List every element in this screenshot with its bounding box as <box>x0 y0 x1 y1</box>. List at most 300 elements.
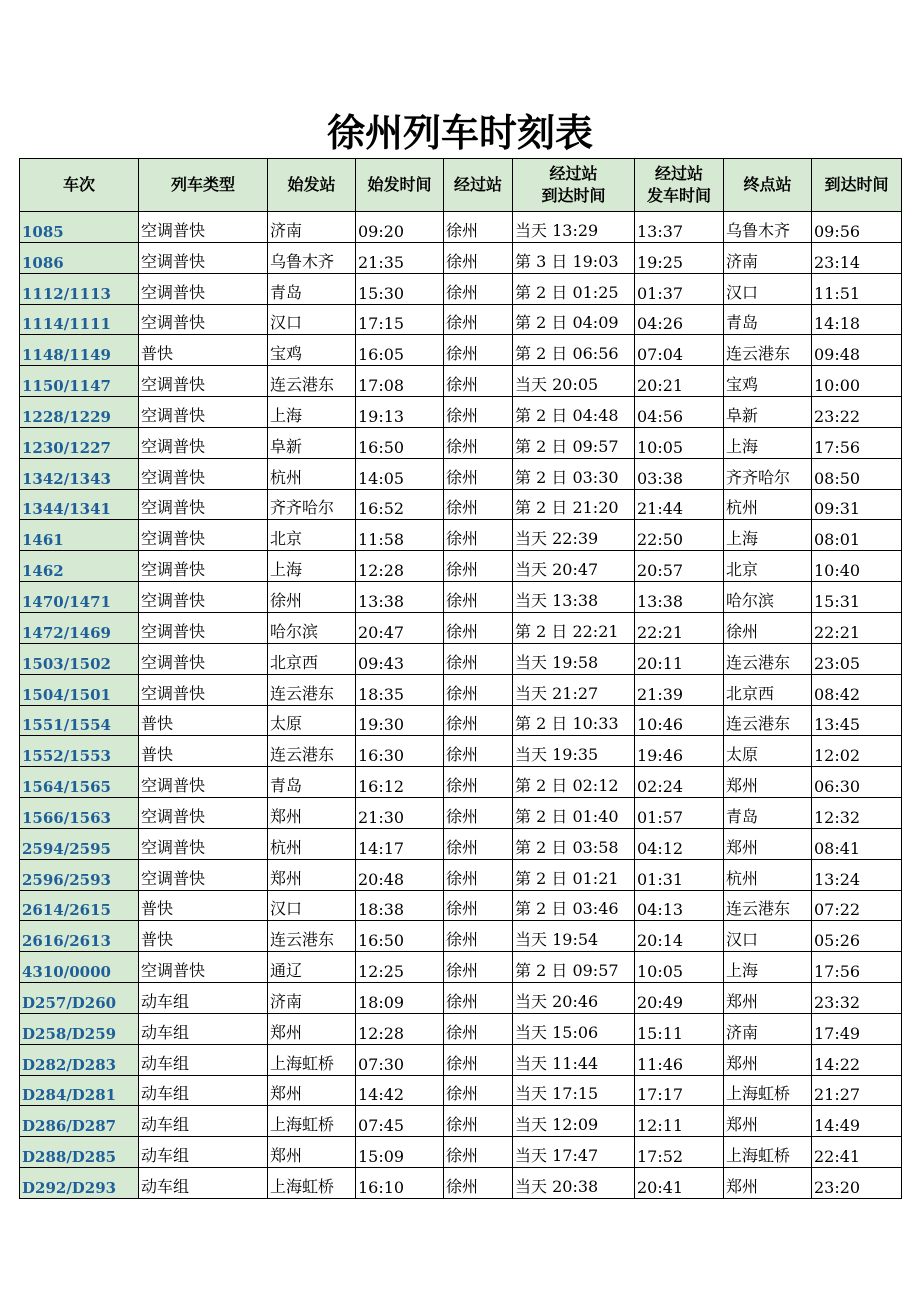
cell-origin: 郑州 <box>268 1137 356 1168</box>
cell-origin: 连云港东 <box>268 674 356 705</box>
table-row <box>20 212 902 243</box>
cell-train-no: 1112/1113 <box>20 273 139 304</box>
cell-train-type: 空调普快 <box>139 427 268 458</box>
train-timetable <box>19 158 902 1199</box>
cell-terminal: 宝鸡 <box>724 366 812 397</box>
cell-origin: 通辽 <box>268 952 356 983</box>
cell-arrive-time: 08:42 <box>812 674 902 705</box>
cell-via-arrive: 第 2 日 09:57 <box>513 427 635 458</box>
cell-origin: 郑州 <box>268 798 356 829</box>
cell-via-depart: 01:37 <box>635 273 724 304</box>
header-arrive-time: 到达时间 <box>812 159 902 212</box>
cell-via-arrive: 第 2 日 22:21 <box>513 612 635 643</box>
cell-train-type: 空调普快 <box>139 397 268 428</box>
cell-terminal: 郑州 <box>724 983 812 1014</box>
cell-train-no: D288/D285 <box>20 1137 139 1168</box>
cell-depart-time: 12:28 <box>356 551 444 582</box>
table-header-row <box>20 159 902 212</box>
cell-terminal: 连云港东 <box>724 705 812 736</box>
cell-terminal: 齐齐哈尔 <box>724 458 812 489</box>
cell-via-arrive: 第 2 日 06:56 <box>513 335 635 366</box>
cell-via-arrive: 当天 17:15 <box>513 1075 635 1106</box>
cell-depart-time: 19:30 <box>356 705 444 736</box>
cell-via-depart: 07:04 <box>635 335 724 366</box>
cell-arrive-time: 23:20 <box>812 1168 902 1199</box>
table-row <box>20 582 902 613</box>
cell-train-type: 普快 <box>139 335 268 366</box>
cell-via-depart: 19:46 <box>635 736 724 767</box>
cell-train-no: 1552/1553 <box>20 736 139 767</box>
cell-arrive-time: 08:01 <box>812 520 902 551</box>
table-row <box>20 427 902 458</box>
cell-via-depart: 20:49 <box>635 983 724 1014</box>
cell-train-type: 动车组 <box>139 1075 268 1106</box>
cell-origin: 徐州 <box>268 582 356 613</box>
cell-via-depart: 19:25 <box>635 242 724 273</box>
cell-arrive-time: 10:00 <box>812 366 902 397</box>
cell-depart-time: 21:35 <box>356 242 444 273</box>
cell-train-no: 1461 <box>20 520 139 551</box>
cell-origin: 济南 <box>268 212 356 243</box>
cell-train-type: 普快 <box>139 890 268 921</box>
cell-via: 徐州 <box>444 890 513 921</box>
cell-via: 徐州 <box>444 397 513 428</box>
cell-via-arrive: 第 2 日 01:21 <box>513 859 635 890</box>
cell-via: 徐州 <box>444 798 513 829</box>
cell-via: 徐州 <box>444 273 513 304</box>
cell-train-no: 1551/1554 <box>20 705 139 736</box>
cell-terminal: 上海 <box>724 952 812 983</box>
table-row <box>20 520 902 551</box>
cell-train-type: 空调普快 <box>139 458 268 489</box>
table-row <box>20 1168 902 1199</box>
cell-terminal: 连云港东 <box>724 335 812 366</box>
cell-via-arrive: 当天 20:05 <box>513 366 635 397</box>
cell-train-no: 4310/0000 <box>20 952 139 983</box>
cell-train-type: 动车组 <box>139 1013 268 1044</box>
header-train-type: 列车类型 <box>139 159 268 212</box>
table-row <box>20 366 902 397</box>
cell-origin: 青岛 <box>268 273 356 304</box>
cell-via-arrive: 第 2 日 21:20 <box>513 489 635 520</box>
cell-train-no: D286/D287 <box>20 1106 139 1137</box>
header-via-arrive <box>513 159 635 212</box>
cell-train-type: 动车组 <box>139 1044 268 1075</box>
cell-via-depart: 03:38 <box>635 458 724 489</box>
table-row <box>20 458 902 489</box>
header-train-no: 车次 <box>20 159 139 212</box>
cell-via-depart: 21:39 <box>635 674 724 705</box>
cell-train-no: 2594/2595 <box>20 828 139 859</box>
cell-terminal: 郑州 <box>724 767 812 798</box>
table-row <box>20 612 902 643</box>
cell-depart-time: 16:50 <box>356 427 444 458</box>
cell-depart-time: 18:09 <box>356 983 444 1014</box>
cell-terminal: 阜新 <box>724 397 812 428</box>
cell-via: 徐州 <box>444 736 513 767</box>
cell-via-depart: 13:37 <box>635 212 724 243</box>
cell-via: 徐州 <box>444 304 513 335</box>
cell-via-depart: 04:13 <box>635 890 724 921</box>
cell-train-type: 动车组 <box>139 1168 268 1199</box>
cell-via-depart: 20:57 <box>635 551 724 582</box>
table-row <box>20 1075 902 1106</box>
cell-via-arrive: 第 3 日 19:03 <box>513 242 635 273</box>
header-via-depart-line1: 经过站 <box>654 164 703 183</box>
header-terminal: 终点站 <box>724 159 812 212</box>
cell-train-type: 动车组 <box>139 1137 268 1168</box>
table-row <box>20 304 902 335</box>
cell-via-arrive: 当天 22:39 <box>513 520 635 551</box>
cell-arrive-time: 07:22 <box>812 890 902 921</box>
cell-train-type: 空调普快 <box>139 242 268 273</box>
table-row <box>20 397 902 428</box>
cell-depart-time: 09:20 <box>356 212 444 243</box>
cell-origin: 郑州 <box>268 1013 356 1044</box>
cell-train-type: 空调普快 <box>139 643 268 674</box>
cell-train-type: 空调普快 <box>139 612 268 643</box>
cell-arrive-time: 13:45 <box>812 705 902 736</box>
cell-via-arrive: 当天 11:44 <box>513 1044 635 1075</box>
cell-train-no: 1085 <box>20 212 139 243</box>
cell-origin: 济南 <box>268 983 356 1014</box>
cell-terminal: 哈尔滨 <box>724 582 812 613</box>
header-via-arrive-line1: 经过站 <box>549 164 598 183</box>
cell-train-no: 2596/2593 <box>20 859 139 890</box>
cell-via: 徐州 <box>444 458 513 489</box>
cell-depart-time: 12:28 <box>356 1013 444 1044</box>
cell-arrive-time: 22:21 <box>812 612 902 643</box>
cell-via-arrive: 第 2 日 01:25 <box>513 273 635 304</box>
cell-via: 徐州 <box>444 212 513 243</box>
header-via-depart <box>635 159 724 212</box>
table-row <box>20 551 902 582</box>
cell-origin: 哈尔滨 <box>268 612 356 643</box>
cell-via-arrive: 当天 21:27 <box>513 674 635 705</box>
cell-arrive-time: 13:24 <box>812 859 902 890</box>
cell-via-arrive: 第 2 日 03:46 <box>513 890 635 921</box>
cell-train-type: 空调普快 <box>139 489 268 520</box>
cell-train-no: 1114/1111 <box>20 304 139 335</box>
cell-depart-time: 21:30 <box>356 798 444 829</box>
cell-origin: 上海虹桥 <box>268 1044 356 1075</box>
cell-via-arrive: 当天 19:54 <box>513 921 635 952</box>
cell-train-no: 1344/1341 <box>20 489 139 520</box>
cell-via: 徐州 <box>444 489 513 520</box>
cell-train-no: 1503/1502 <box>20 643 139 674</box>
cell-depart-time: 17:15 <box>356 304 444 335</box>
cell-train-no: D284/D281 <box>20 1075 139 1106</box>
cell-train-type: 普快 <box>139 736 268 767</box>
cell-via-depart: 04:56 <box>635 397 724 428</box>
cell-terminal: 连云港东 <box>724 643 812 674</box>
cell-origin: 上海虹桥 <box>268 1106 356 1137</box>
table-row <box>20 890 902 921</box>
cell-terminal: 徐州 <box>724 612 812 643</box>
header-depart-time: 始发时间 <box>356 159 444 212</box>
cell-depart-time: 16:10 <box>356 1168 444 1199</box>
cell-via-arrive: 第 2 日 04:48 <box>513 397 635 428</box>
cell-via: 徐州 <box>444 520 513 551</box>
cell-train-no: 1228/1229 <box>20 397 139 428</box>
cell-via-arrive: 第 2 日 02:12 <box>513 767 635 798</box>
cell-arrive-time: 09:48 <box>812 335 902 366</box>
cell-train-no: 1566/1563 <box>20 798 139 829</box>
cell-terminal: 汉口 <box>724 273 812 304</box>
cell-train-type: 普快 <box>139 705 268 736</box>
cell-arrive-time: 17:56 <box>812 427 902 458</box>
cell-via-arrive: 当天 19:58 <box>513 643 635 674</box>
cell-via-depart: 01:57 <box>635 798 724 829</box>
cell-train-type: 空调普快 <box>139 674 268 705</box>
cell-terminal: 北京西 <box>724 674 812 705</box>
cell-via: 徐州 <box>444 767 513 798</box>
cell-via-depart: 21:44 <box>635 489 724 520</box>
cell-via: 徐州 <box>444 612 513 643</box>
cell-via-depart: 11:46 <box>635 1044 724 1075</box>
cell-terminal: 济南 <box>724 1013 812 1044</box>
cell-train-no: 1470/1471 <box>20 582 139 613</box>
cell-train-no: 1086 <box>20 242 139 273</box>
cell-terminal: 郑州 <box>724 828 812 859</box>
cell-origin: 乌鲁木齐 <box>268 242 356 273</box>
cell-via-depart: 01:31 <box>635 859 724 890</box>
cell-via-arrive: 第 2 日 09:57 <box>513 952 635 983</box>
cell-arrive-time: 23:05 <box>812 643 902 674</box>
cell-via: 徐州 <box>444 335 513 366</box>
cell-terminal: 郑州 <box>724 1044 812 1075</box>
cell-origin: 北京西 <box>268 643 356 674</box>
cell-via-arrive: 当天 13:38 <box>513 582 635 613</box>
cell-via-arrive: 当天 20:46 <box>513 983 635 1014</box>
cell-terminal: 青岛 <box>724 304 812 335</box>
cell-train-no: 1150/1147 <box>20 366 139 397</box>
cell-via-depart: 10:05 <box>635 952 724 983</box>
table-row <box>20 921 902 952</box>
cell-train-no: 1148/1149 <box>20 335 139 366</box>
cell-via-arrive: 当天 13:29 <box>513 212 635 243</box>
cell-arrive-time: 17:56 <box>812 952 902 983</box>
cell-origin: 上海 <box>268 397 356 428</box>
cell-origin: 上海 <box>268 551 356 582</box>
cell-depart-time: 09:43 <box>356 643 444 674</box>
cell-depart-time: 13:38 <box>356 582 444 613</box>
cell-arrive-time: 08:41 <box>812 828 902 859</box>
cell-via-depart: 15:11 <box>635 1013 724 1044</box>
cell-terminal: 郑州 <box>724 1168 812 1199</box>
cell-depart-time: 15:09 <box>356 1137 444 1168</box>
cell-via-arrive: 第 2 日 10:33 <box>513 705 635 736</box>
cell-depart-time: 16:05 <box>356 335 444 366</box>
cell-via-arrive: 当天 20:38 <box>513 1168 635 1199</box>
cell-origin: 杭州 <box>268 828 356 859</box>
cell-origin: 齐齐哈尔 <box>268 489 356 520</box>
cell-terminal: 上海 <box>724 427 812 458</box>
cell-arrive-time: 09:56 <box>812 212 902 243</box>
header-via-depart-line2: 发车时间 <box>646 186 711 205</box>
cell-via-arrive: 第 2 日 03:30 <box>513 458 635 489</box>
table-row <box>20 736 902 767</box>
cell-depart-time: 16:52 <box>356 489 444 520</box>
cell-depart-time: 18:35 <box>356 674 444 705</box>
cell-train-no: 2616/2613 <box>20 921 139 952</box>
cell-via: 徐州 <box>444 1075 513 1106</box>
cell-origin: 青岛 <box>268 767 356 798</box>
cell-terminal: 汉口 <box>724 921 812 952</box>
cell-train-no: 1504/1501 <box>20 674 139 705</box>
cell-train-type: 空调普快 <box>139 798 268 829</box>
cell-origin: 连云港东 <box>268 366 356 397</box>
cell-train-type: 空调普快 <box>139 520 268 551</box>
table-row <box>20 1013 902 1044</box>
cell-arrive-time: 12:32 <box>812 798 902 829</box>
cell-via-depart: 17:17 <box>635 1075 724 1106</box>
header-origin: 始发站 <box>268 159 356 212</box>
cell-via: 徐州 <box>444 1044 513 1075</box>
cell-arrive-time: 09:31 <box>812 489 902 520</box>
cell-terminal: 太原 <box>724 736 812 767</box>
cell-via: 徐州 <box>444 242 513 273</box>
table-row <box>20 489 902 520</box>
cell-train-no: 2614/2615 <box>20 890 139 921</box>
cell-via-depart: 22:21 <box>635 612 724 643</box>
cell-via-arrive: 第 2 日 03:58 <box>513 828 635 859</box>
table-row <box>20 335 902 366</box>
cell-arrive-time: 11:51 <box>812 273 902 304</box>
table-row <box>20 705 902 736</box>
cell-terminal: 郑州 <box>724 1106 812 1137</box>
table-row <box>20 1044 902 1075</box>
cell-train-no: D292/D293 <box>20 1168 139 1199</box>
cell-train-no: D258/D259 <box>20 1013 139 1044</box>
cell-via: 徐州 <box>444 551 513 582</box>
cell-origin: 郑州 <box>268 1075 356 1106</box>
cell-via-depart: 02:24 <box>635 767 724 798</box>
cell-arrive-time: 05:26 <box>812 921 902 952</box>
cell-via: 徐州 <box>444 366 513 397</box>
cell-via: 徐州 <box>444 1013 513 1044</box>
cell-origin: 阜新 <box>268 427 356 458</box>
table-row <box>20 798 902 829</box>
cell-via-depart: 17:52 <box>635 1137 724 1168</box>
cell-train-type: 空调普快 <box>139 582 268 613</box>
cell-origin: 杭州 <box>268 458 356 489</box>
cell-via-depart: 04:12 <box>635 828 724 859</box>
cell-train-type: 空调普快 <box>139 366 268 397</box>
cell-train-type: 空调普快 <box>139 767 268 798</box>
cell-via: 徐州 <box>444 1137 513 1168</box>
cell-train-type: 动车组 <box>139 1106 268 1137</box>
cell-train-type: 空调普快 <box>139 212 268 243</box>
cell-via: 徐州 <box>444 921 513 952</box>
cell-train-no: 1472/1469 <box>20 612 139 643</box>
cell-via-arrive: 当天 17:47 <box>513 1137 635 1168</box>
cell-train-no: 1342/1343 <box>20 458 139 489</box>
table-row <box>20 1137 902 1168</box>
cell-depart-time: 14:42 <box>356 1075 444 1106</box>
cell-arrive-time: 14:49 <box>812 1106 902 1137</box>
cell-train-type: 动车组 <box>139 983 268 1014</box>
cell-via-depart: 10:05 <box>635 427 724 458</box>
cell-arrive-time: 12:02 <box>812 736 902 767</box>
table-row <box>20 828 902 859</box>
cell-via-depart: 20:14 <box>635 921 724 952</box>
cell-via: 徐州 <box>444 674 513 705</box>
cell-depart-time: 16:30 <box>356 736 444 767</box>
cell-arrive-time: 10:40 <box>812 551 902 582</box>
cell-train-no: D282/D283 <box>20 1044 139 1075</box>
cell-depart-time: 12:25 <box>356 952 444 983</box>
cell-origin: 宝鸡 <box>268 335 356 366</box>
cell-train-type: 空调普快 <box>139 859 268 890</box>
cell-depart-time: 20:48 <box>356 859 444 890</box>
table-row <box>20 767 902 798</box>
cell-via: 徐州 <box>444 643 513 674</box>
table-row <box>20 273 902 304</box>
table-row <box>20 1106 902 1137</box>
cell-via-depart: 20:11 <box>635 643 724 674</box>
cell-arrive-time: 21:27 <box>812 1075 902 1106</box>
cell-depart-time: 14:05 <box>356 458 444 489</box>
cell-origin: 郑州 <box>268 859 356 890</box>
cell-depart-time: 16:50 <box>356 921 444 952</box>
cell-origin: 汉口 <box>268 304 356 335</box>
cell-depart-time: 15:30 <box>356 273 444 304</box>
cell-via-arrive: 第 2 日 01:40 <box>513 798 635 829</box>
cell-arrive-time: 15:31 <box>812 582 902 613</box>
cell-via-arrive: 第 2 日 04:09 <box>513 304 635 335</box>
cell-arrive-time: 14:22 <box>812 1044 902 1075</box>
cell-via: 徐州 <box>444 952 513 983</box>
cell-origin: 连云港东 <box>268 736 356 767</box>
header-via: 经过站 <box>444 159 513 212</box>
cell-via-depart: 22:50 <box>635 520 724 551</box>
cell-terminal: 连云港东 <box>724 890 812 921</box>
cell-via: 徐州 <box>444 983 513 1014</box>
cell-terminal: 青岛 <box>724 798 812 829</box>
cell-arrive-time: 14:18 <box>812 304 902 335</box>
cell-arrive-time: 23:14 <box>812 242 902 273</box>
cell-terminal: 乌鲁木齐 <box>724 212 812 243</box>
cell-via-arrive: 当天 20:47 <box>513 551 635 582</box>
cell-origin: 北京 <box>268 520 356 551</box>
cell-terminal: 上海虹桥 <box>724 1075 812 1106</box>
cell-terminal: 杭州 <box>724 489 812 520</box>
cell-train-no: 1564/1565 <box>20 767 139 798</box>
cell-depart-time: 07:45 <box>356 1106 444 1137</box>
cell-via-depart: 20:21 <box>635 366 724 397</box>
table-row <box>20 952 902 983</box>
cell-depart-time: 18:38 <box>356 890 444 921</box>
cell-terminal: 杭州 <box>724 859 812 890</box>
cell-arrive-time: 17:49 <box>812 1013 902 1044</box>
cell-via: 徐州 <box>444 828 513 859</box>
cell-depart-time: 17:08 <box>356 366 444 397</box>
cell-via-arrive: 当天 19:35 <box>513 736 635 767</box>
cell-train-type: 空调普快 <box>139 304 268 335</box>
cell-origin: 汉口 <box>268 890 356 921</box>
cell-via: 徐州 <box>444 859 513 890</box>
cell-via-depart: 13:38 <box>635 582 724 613</box>
table-row <box>20 674 902 705</box>
cell-arrive-time: 08:50 <box>812 458 902 489</box>
cell-terminal: 上海虹桥 <box>724 1137 812 1168</box>
cell-arrive-time: 23:32 <box>812 983 902 1014</box>
cell-depart-time: 16:12 <box>356 767 444 798</box>
cell-via-depart: 04:26 <box>635 304 724 335</box>
cell-train-type: 空调普快 <box>139 952 268 983</box>
cell-train-no: 1230/1227 <box>20 427 139 458</box>
